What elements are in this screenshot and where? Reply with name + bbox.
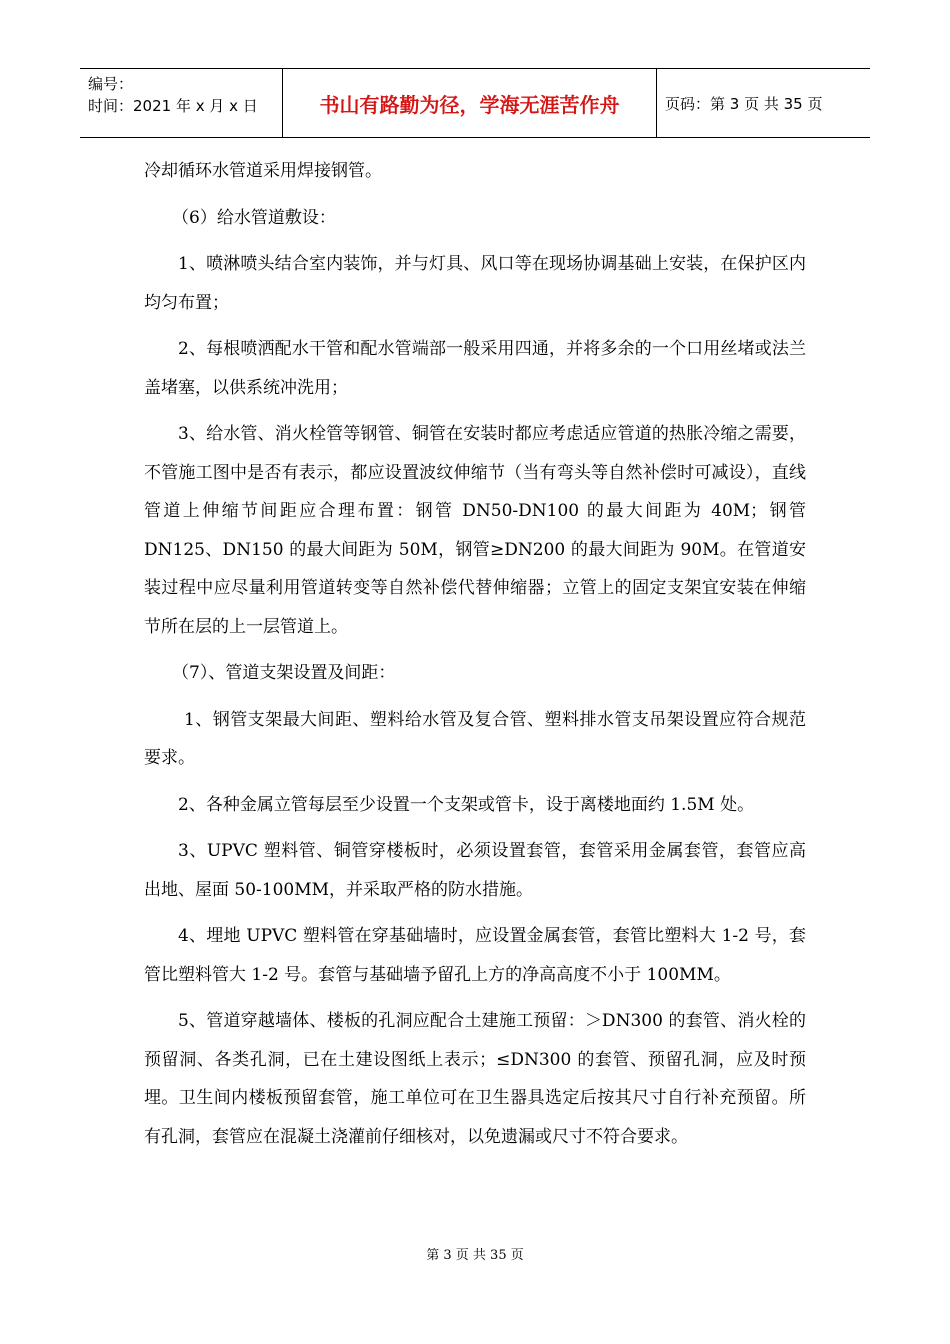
document-date-label: 时间：2021 年 x 月 x 日	[88, 97, 258, 115]
paragraph: 冷却循环水管道采用焊接钢管。	[144, 161, 382, 181]
page-header	[80, 68, 870, 138]
paragraph: 1、喷淋喷头结合室内装饰，并与灯具、风口等在现场协调基础上安装，在保护区内均匀布置；	[144, 254, 806, 313]
paragraph: 3、给水管、消火栓管等钢管、铜管在安装时都应考虑适应管道的热胀冷缩之需要，不管施工图中是否有表示，都应设置波纹伸缩节（当有弯头等自然补偿时可减设），直线管道上伸缩节间距应合理布置：钢管 DN50-DN100 的最大间距为 40M；钢管 DN125、DN150 的最大间距为 50M，钢管≥DN200 的最大间距为 90M。在管道安装过程中应尽量利用管道转变等自然补偿代替伸缩器；立管上的固定支架宜安装在伸缩节所在层的上一层管道上。	[144, 424, 806, 637]
section-heading: （7）、管道支架设置及间距：	[172, 663, 396, 683]
header-motto: 书山有路勤为径，学海无涯苦作舟	[283, 69, 657, 137]
paragraph: 4、埋地 UPVC 塑料管在穿基础墙时，应设置金属套管，套管比塑料大 1-2 号，套管比塑料管大 1-2 号。套管与基础墙予留孔上方的净高高度不小于 100MM。	[144, 926, 806, 985]
section-heading: （6）给水管道敷设：	[172, 207, 336, 228]
header-page-label: 页码：第 3 页 共 35 页	[665, 94, 823, 113]
page-footer: 第 3 页 共 35 页	[426, 1248, 524, 1263]
paragraph: 2、每根喷洒配水干管和配水管端部一般采用四通，并将多余的一个口用丝堵或法兰盖堵塞，以供系统冲洗用；	[144, 339, 806, 398]
paragraph: 5、管道穿越墙体、楼板的孔洞应配合土建施工预留：＞DN300 的套管、消火栓的预留洞、各类孔洞，已在土建设图纸上表示；≤DN300 的套管、预留孔洞，应及时预埋。卫生间内楼板预留套管，施工单位可在卫生器具选定后按其尺寸自行补充预留。所有孔洞，套管应在混凝土浇灌前仔细核对，以免遗漏或尺寸不符合要求。	[144, 1011, 806, 1147]
paragraph: 3、UPVC 塑料管、铜管穿楼板时，必须设置套管，套管采用金属套管，套管应高出地、屋面 50-100MM，并采取严格的防水措施。	[144, 841, 806, 900]
header-meta	[80, 69, 283, 137]
document-body	[144, 152, 806, 1164]
document-number-label: 编号：	[88, 75, 134, 93]
paragraph: 1、钢管支架最大间距、塑料给水管及复合管、塑料排水管支吊架设置应符合规范要求。	[144, 709, 806, 768]
paragraph: 2、各种金属立管每层至少设置一个支架或管卡，设于离楼地面约 1.5M 处。	[178, 794, 755, 815]
